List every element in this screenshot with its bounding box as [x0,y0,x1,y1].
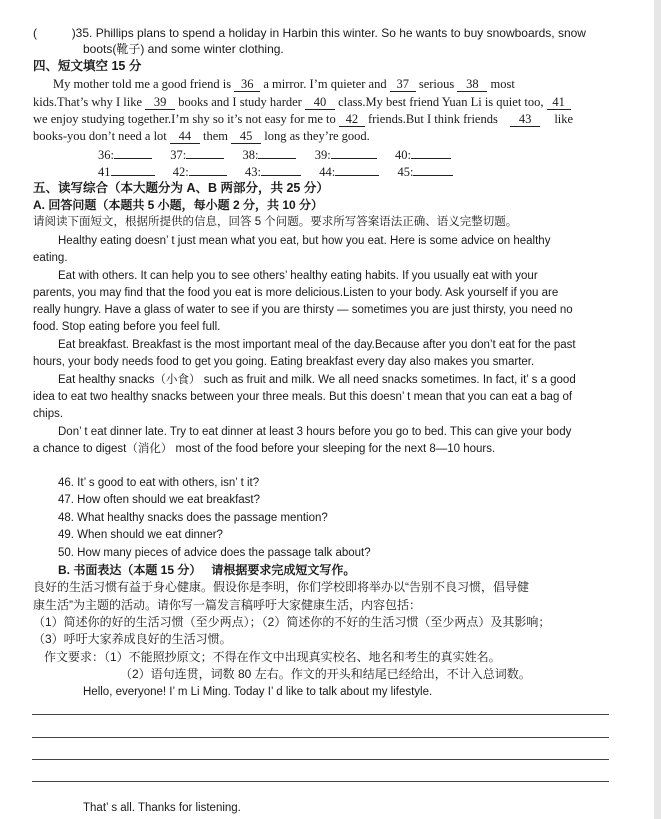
q35-line-1 [33,25,586,41]
partB-line-3: （1）简述你的好的生活习惯（至少两点）；（2）简述你的不好的生活习惯（至少两点）及其影响； [33,615,551,629]
passage-line-13: a chance to digest（消化） most of the food before your sleeping for the next 8—10 hours. [33,443,496,455]
answer-line-39[interactable] [331,146,377,159]
passage-line-9: Eat healthy snacks（小食） such as fruit and milk. We all need snacks sometimes. In fact, it’ s a good [58,374,576,386]
blank-36: 36 [234,78,260,92]
q35-line-2: boots(靴子) and some winter clothing. [83,42,284,56]
question-46: 46. It’ s good to eat with others, isn’ t it? [58,477,260,489]
passage-line-12: Don’ t eat dinner late. Try to eat dinner at least 3 hours before you go to bed. This can give your body [58,426,572,438]
cloze-line-1: My mother told me a good friend is 36 a mirror. I’m quieter and 37 serious 38 most [53,77,515,91]
cloze-line-2: kids.That’s why I like 39 books and I study harder 40 class.My best friend Yuan Li is quiet too, 41 [33,94,571,110]
answer-line-45[interactable] [413,163,453,176]
writing-line-1[interactable] [32,714,609,715]
section5-heading: 五、读写综合（本大题分为 A、B 两部分，共 25 分） [33,181,329,195]
cloze-line-4: books-you don’t need a lot 44 them 45 long as they’re good. [33,129,370,143]
answer-line-36[interactable] [114,146,152,159]
blank-43: 43 [510,113,540,127]
blank-41: 41 [547,96,571,110]
blank-40: 40 [305,96,335,110]
passage-line-2: eating. [33,252,68,264]
question-49: 49. When should we eat dinner? [58,529,223,541]
passage-line-7: Eat breakfast. Breakfast is the most important meal of the day.Because after you don’t eat for the past [58,339,576,351]
answer-line-38[interactable] [258,146,296,159]
partB-line-1: 良好的生活习惯有益于身心健康。假设你是李明，你们学校即将举办以“告别不良习惯，倡导健 [33,580,529,594]
question-50: 50. How many pieces of advice does the passage talk about? [58,547,371,559]
partA-instruction: 请阅读下面短文，根据所提供的信息，回答 5 个问题。要求所写答案语法正确、语义完整切题。 [33,216,518,228]
passage-line-5: really hungry. Have a glass of water to see if you are thirsty — sometimes you are just thirsty, you need no [33,304,573,316]
blank-37: 37 [390,78,416,92]
q35-paren: ( [33,26,37,40]
passage-line-4: parents, you may find that the food you eat is more delicious.Listen to your body. Ask yourself if you are [33,287,559,299]
partB-line-2: 康生活”为主题的活动。请你写一篇发言稿呼吁大家健康生活，内容包括： [33,598,421,612]
partB-line-4: （3）呼吁大家养成良好的生活习惯。 [33,632,232,646]
partB-requirement-2: （2）语句连贯，词数 80 左右。作文的开头和结尾已经给出，不计入总词数。 [120,667,531,681]
partB-requirement-1: 作文要求：（1）不能照抄原文；不得在作文中出现真实校名、地名和考生的真实姓名。 [44,650,501,664]
writing-line-2[interactable] [32,737,609,738]
blank-45: 45 [231,130,261,144]
answer-line-42[interactable] [189,163,227,176]
writing-line-3[interactable] [32,759,609,760]
blank-39: 39 [145,96,175,110]
passage-line-10: idea to eat two healthy snacks between your three meals. But this doesn’ t mean that you can eat a bag of [33,391,573,403]
passage-line-1: Healthy eating doesn’ t just mean what you eat, but how you eat. Here is some advice on healthy [58,235,551,247]
section4-heading: 四、短文填空 15 分 [33,59,142,73]
blank-38: 38 [457,78,487,92]
blank-44: 44 [170,130,200,144]
passage-line-8: hours, your body needs food to get you going. Eating breakfast every day also makes you smarter. [33,356,535,368]
page-edge-shadow [654,0,661,819]
answer-line-41[interactable] [111,163,155,176]
answer-row-2: 41 42: 43: 44: 45: [98,163,453,180]
passage-line-3: Eat with others. It can help you to see others’ healthy eating habits. If you usually eat with your [58,270,538,282]
answer-line-37[interactable] [186,146,224,159]
partA-heading: A. 回答问题（本题共 5 小题，每小题 2 分，共 10 分） [33,198,324,212]
passage-line-11: chips. [33,408,64,420]
answer-line-44[interactable] [335,163,379,176]
writing-line-4[interactable] [32,781,609,782]
blank-42: 42 [339,113,365,127]
q35-text: )35. Phillips plans to spend a holiday in Harbin this winter. So he wants to buy snowboards, snow [71,26,586,40]
partB-heading: B. 书面表达（本题 15 分） 请根据要求完成短文写作。 [58,563,356,577]
question-47: 47. How often should we eat breakfast? [58,494,261,506]
essay-closing: That’ s all. Thanks for listening. [83,802,241,814]
passage-line-6: food. Stop eating before you feel full. [33,321,221,333]
answer-line-43[interactable] [261,163,301,176]
cloze-line-3: we enjoy studying together.I’m shy so it’s not easy for me to 42 friends.But I think friends 43 like [33,112,574,126]
answer-row-1: 36: 37: 38: 39: 40: [98,146,451,163]
essay-opening: Hello, everyone! I’ m Li Ming. Today I’ d like to talk about my lifestyle. [83,686,433,698]
answer-line-40[interactable] [411,146,451,159]
question-48: 48. What healthy snacks does the passage mention? [58,512,328,524]
